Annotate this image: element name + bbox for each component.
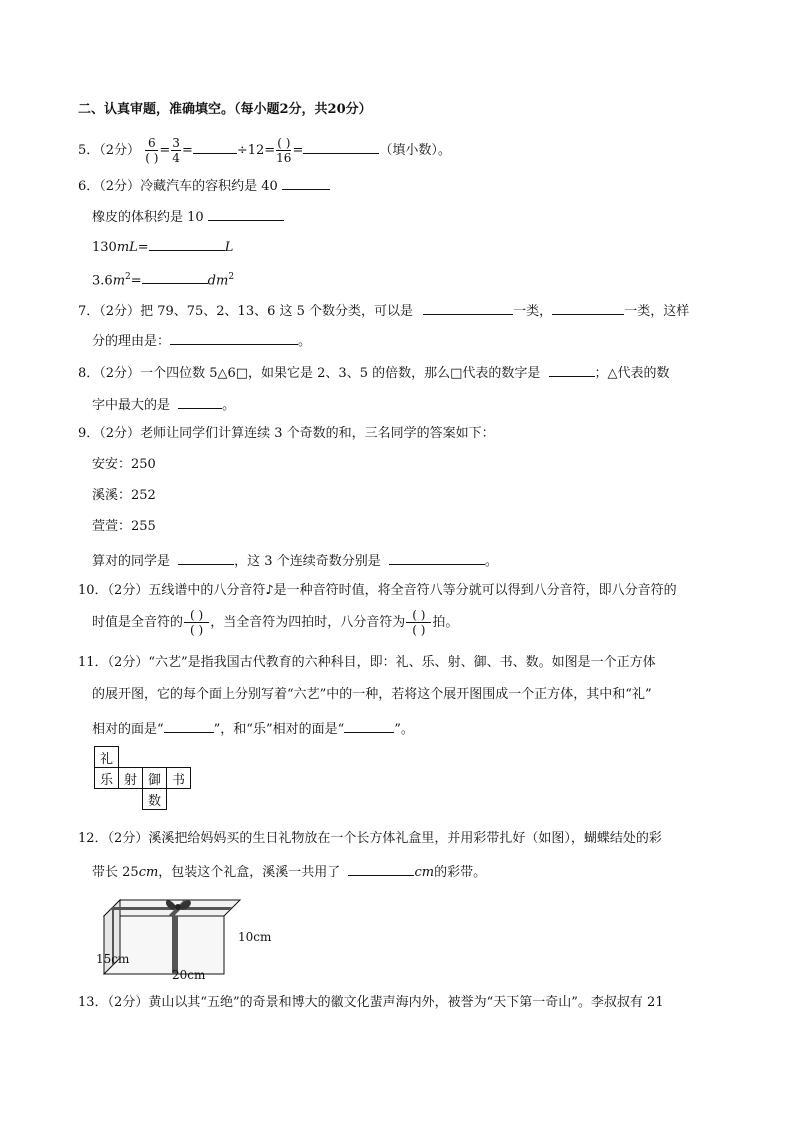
section-title bbox=[78, 101, 372, 119]
question-9 bbox=[78, 425, 495, 443]
q12-unit-1: cm bbox=[138, 865, 159, 880]
q10-fraction-2 bbox=[406, 608, 431, 637]
q6-line-3 bbox=[92, 236, 233, 257]
q9-student-3 bbox=[92, 518, 156, 536]
q6-line1: 冷藏汽车的容积约是 40 bbox=[140, 179, 278, 194]
q6-l4-unit: m bbox=[112, 273, 126, 289]
q9-number: 9． bbox=[78, 426, 100, 441]
q9-student-2 bbox=[92, 487, 156, 505]
net-face-yu: 御 bbox=[143, 768, 167, 789]
q7-line-2 bbox=[92, 330, 311, 351]
q11-score: （2分） bbox=[107, 655, 149, 670]
cube-net-figure bbox=[94, 746, 191, 810]
q9-text-b: 算对的同学是 bbox=[92, 554, 171, 569]
q7-text-d: 分的理由是： bbox=[92, 334, 171, 349]
q7-text-e: 。 bbox=[298, 334, 312, 349]
q12-unit-2: cm bbox=[414, 865, 435, 880]
section-title-text: 二、认真审题，准确填空。（每小题2分，共20分） bbox=[78, 102, 372, 117]
q5-f2-num: 3 bbox=[172, 136, 180, 150]
q6-blank-3[interactable] bbox=[149, 236, 225, 251]
q8-score: （2分） bbox=[99, 366, 141, 381]
q8-number: 8． bbox=[78, 366, 100, 381]
box-width-label bbox=[96, 950, 129, 968]
q12-blank-1[interactable] bbox=[348, 861, 414, 876]
q6-l4-sup: 2 bbox=[125, 272, 131, 282]
q12-text-a: 溪溪把给妈妈买的生日礼物放在一个长方体礼盒里，并用彩带扎好（如图），蝴蝶结处的彩 bbox=[148, 831, 662, 846]
q7-blank-1[interactable] bbox=[423, 300, 513, 315]
q11-text-c: 相对的面是“ bbox=[92, 722, 164, 737]
net-face-shu: 书 bbox=[167, 768, 191, 789]
box-length-text: 20cm bbox=[172, 968, 206, 982]
box-height-text: 10cm bbox=[238, 930, 272, 944]
q6-line-2 bbox=[92, 206, 284, 227]
q11-text-d: ”，和“乐”相对的面是“ bbox=[213, 722, 345, 737]
q9-s2-text: 溪溪：252 bbox=[92, 488, 156, 503]
q8-blank-2[interactable] bbox=[178, 394, 222, 409]
q5-fraction-3 bbox=[276, 136, 291, 165]
q9-line-answer bbox=[92, 550, 498, 571]
q5-score: （2分） bbox=[99, 143, 141, 158]
q8-text-d: 。 bbox=[222, 398, 236, 413]
q5-eq2: = bbox=[181, 143, 193, 158]
question-5 bbox=[78, 136, 451, 165]
q6-number: 6． bbox=[78, 179, 100, 194]
q7-blank-3[interactable] bbox=[170, 330, 298, 345]
q10-text-b: 时值是全音符的 bbox=[92, 615, 184, 630]
q9-text-a: 老师让同学们计算连续 3 个奇数的和，三名同学的答案如下： bbox=[140, 426, 495, 441]
question-8 bbox=[78, 362, 670, 383]
q7-text-c: 一类，这样 bbox=[624, 304, 690, 319]
q7-blank-2[interactable] bbox=[552, 300, 624, 315]
q7-text-a: 把 79、75、2、13、6 这 5 个数分类，可以是 bbox=[140, 304, 414, 319]
q8-text-b: ；△代表的数 bbox=[594, 366, 670, 381]
q6-l4-answer-unit: dm bbox=[207, 273, 229, 289]
q8-text-a: 一个四位数 5△6□，如果它是 2、3、5 的倍数，那么□代表的数字是 bbox=[140, 366, 541, 381]
q7-number: 7． bbox=[78, 304, 100, 319]
q5-f3-num: ( ) bbox=[277, 136, 291, 150]
question-11 bbox=[78, 654, 656, 672]
q10-fraction-1 bbox=[184, 608, 209, 637]
q9-text-d: 。 bbox=[484, 554, 498, 569]
q5-blank-2[interactable] bbox=[303, 139, 379, 154]
q9-student-1 bbox=[92, 456, 156, 474]
q10-line-2 bbox=[92, 608, 458, 638]
q10-number: 10． bbox=[78, 583, 108, 598]
q5-f1-num: 6 bbox=[145, 136, 158, 151]
q10-text-a: 五线谱中的八分音符♪是一种音符时值，将全音符八等分就可以得到八分音符，即八分音符的 bbox=[148, 583, 677, 598]
q8-line-2 bbox=[92, 394, 235, 415]
q6-blank-4[interactable] bbox=[142, 269, 208, 284]
q6-blank-1[interactable] bbox=[282, 175, 330, 190]
q12-text-e: 的彩带。 bbox=[434, 865, 487, 880]
q10-f2-den[interactable]: ( ) bbox=[412, 623, 426, 637]
q5-f3-den: 16 bbox=[276, 151, 292, 165]
q9-blank-1[interactable] bbox=[178, 550, 234, 565]
q12-text-b: 带长 25 bbox=[92, 865, 139, 880]
q11-number: 11． bbox=[78, 655, 108, 670]
q7-text-b: 一类， bbox=[513, 304, 553, 319]
q9-score: （2分） bbox=[99, 426, 141, 441]
q6-l3-unit: mL bbox=[116, 240, 138, 255]
q6-l4-num: 3.6 bbox=[92, 273, 113, 289]
q9-s3-text: 萱萱：255 bbox=[92, 519, 156, 534]
question-10 bbox=[78, 582, 677, 600]
q5-fraction-1 bbox=[145, 136, 158, 165]
q9-s1-text: 安安：250 bbox=[92, 457, 156, 472]
q11-text-a: “六艺”是指我国古代教育的六种科目，即：礼、乐、射、御、书、数。如图是一个正方体 bbox=[148, 655, 656, 670]
q12-line-2 bbox=[92, 861, 486, 882]
q5-number: 5． bbox=[78, 143, 100, 158]
q6-l4-sup2: 2 bbox=[228, 272, 235, 282]
q6-l3-answer-unit: L bbox=[224, 240, 234, 255]
q6-l4-eq: = bbox=[130, 273, 142, 289]
question-7 bbox=[78, 300, 689, 321]
box-length-label bbox=[172, 966, 205, 984]
q6-line2: 橡皮的体积约是 10 bbox=[92, 210, 204, 225]
q10-score: （2分） bbox=[107, 583, 149, 598]
q6-l3-num: 130 bbox=[92, 240, 117, 255]
bow-knot bbox=[175, 904, 181, 910]
q10-f1-num[interactable]: ( ) bbox=[184, 608, 209, 623]
question-6 bbox=[78, 175, 330, 196]
box-width-text: 15cm bbox=[96, 952, 130, 966]
box-height-label bbox=[238, 928, 271, 946]
q11-line-3 bbox=[92, 718, 414, 739]
q5-f2-den: 4 bbox=[172, 151, 180, 165]
q13-text-a: 黄山以其“五绝”的奇景和博大的徽文化蜚声海内外，被誉为“天下第一奇山”。李叔叔有 21 bbox=[148, 995, 664, 1010]
q12-text-c: ，包装这个礼盒，溪溪一共用了 bbox=[158, 865, 341, 880]
q10-f2-num[interactable]: ( ) bbox=[406, 608, 431, 623]
q6-blank-2[interactable] bbox=[208, 206, 284, 221]
net-face-yue: 乐 bbox=[95, 768, 119, 789]
q7-score: （2分） bbox=[99, 304, 141, 319]
q11-text-e: ”。 bbox=[394, 722, 414, 737]
q13-score: （2分） bbox=[107, 995, 149, 1010]
q5-blank-1[interactable] bbox=[193, 139, 237, 154]
q10-text-c: ，当全音符为四拍时，八分音符为 bbox=[210, 615, 406, 630]
q5-fraction-2 bbox=[171, 136, 181, 165]
q12-number: 12． bbox=[78, 831, 108, 846]
q5-eq3: = bbox=[292, 143, 304, 158]
q5-f1-den: ( ) bbox=[145, 151, 159, 165]
q5-div: ÷12= bbox=[236, 143, 276, 158]
q11-blank-1[interactable] bbox=[164, 718, 214, 733]
q8-blank-1[interactable] bbox=[549, 362, 595, 377]
net-face-li: 礼 bbox=[95, 747, 119, 768]
q5-tail: （填小数）。 bbox=[379, 143, 451, 158]
q13-number: 13． bbox=[78, 995, 108, 1010]
q6-score: （2分） bbox=[99, 179, 141, 194]
q11-blank-2[interactable] bbox=[344, 718, 394, 733]
q6-l3-eq: = bbox=[137, 240, 149, 255]
q9-text-c: ，这 3 个连续奇数分别是 bbox=[234, 554, 381, 569]
q8-text-c: 字中最大的是 bbox=[92, 398, 171, 413]
net-face-shu2: 数 bbox=[143, 789, 167, 810]
question-12 bbox=[78, 830, 662, 848]
q10-text-e: 拍。 bbox=[432, 615, 459, 630]
q6-line-4 bbox=[92, 268, 234, 290]
net-face-she: 射 bbox=[119, 768, 143, 789]
q11-line-2 bbox=[92, 686, 652, 704]
q12-score: （2分） bbox=[107, 831, 149, 846]
q10-f1-den[interactable]: ( ) bbox=[190, 623, 204, 637]
q9-blank-2[interactable] bbox=[389, 550, 485, 565]
q5-eq1: = bbox=[159, 143, 171, 158]
question-13 bbox=[78, 994, 664, 1012]
q11-text-b: 的展开图，它的每个面上分别写着“六艺”中的一种，若将这个展开图围成一个正方体，其中和“礼” bbox=[92, 687, 652, 702]
